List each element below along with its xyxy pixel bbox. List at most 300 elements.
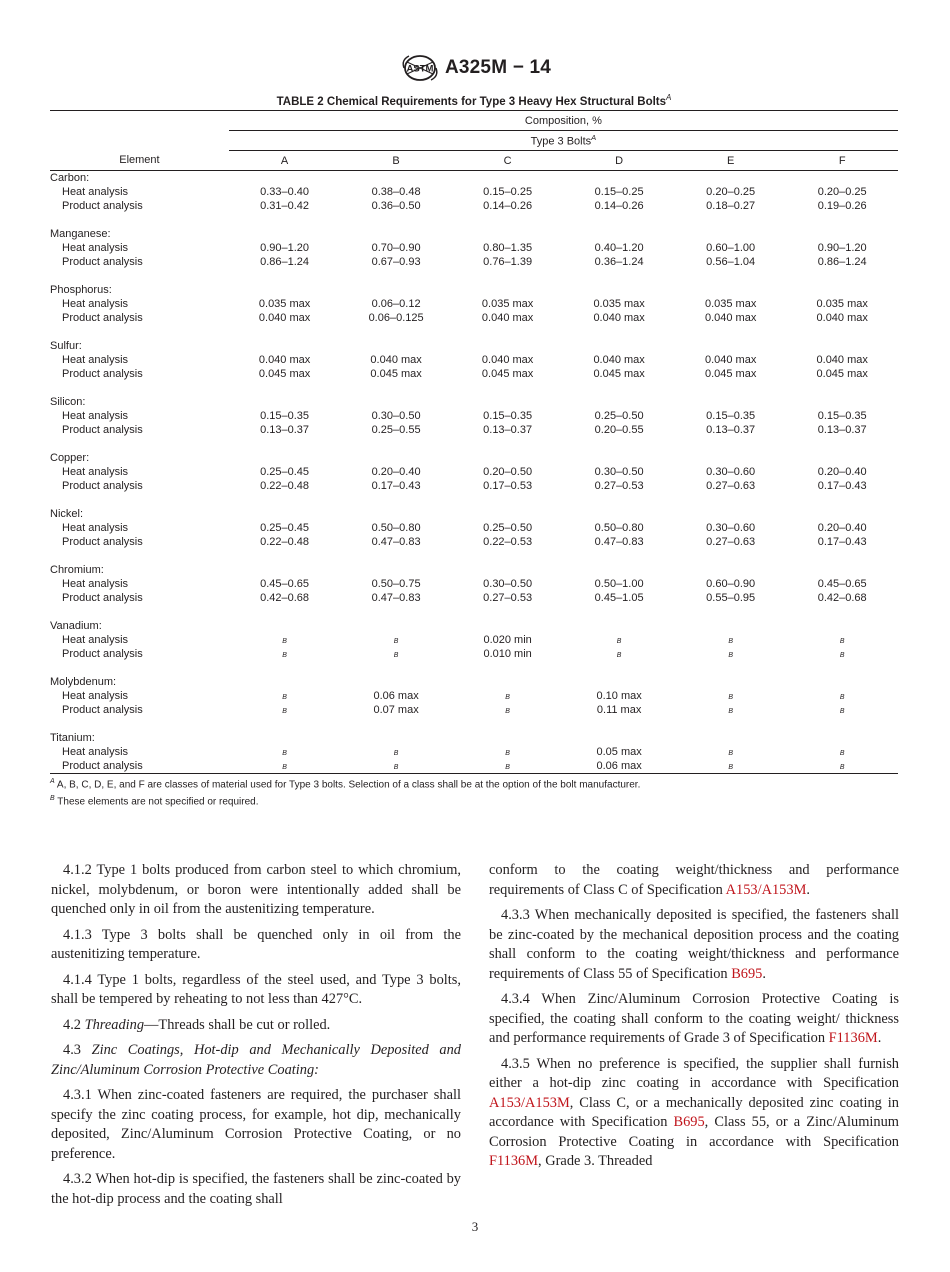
empty-cell xyxy=(675,731,787,745)
product-analysis-label: Product analysis xyxy=(62,256,143,268)
table-cell-not-specified xyxy=(786,647,898,661)
heat-analysis-label: Heat analysis xyxy=(62,186,129,198)
table-cell-not-specified xyxy=(563,633,675,647)
heat-analysis-label: Heat analysis xyxy=(62,690,129,702)
empty-cell xyxy=(452,283,564,297)
empty-cell xyxy=(675,171,787,186)
element-name: Carbon: xyxy=(50,172,90,184)
header-blank xyxy=(50,111,229,131)
reference-link-f1136m-2[interactable]: F1136M xyxy=(489,1153,539,1169)
table-cell: 0.27–0.63 xyxy=(706,480,756,492)
table-cell: 0.14–0.26 xyxy=(594,200,644,212)
empty-cell xyxy=(786,395,898,409)
table-cell: 0.035 max xyxy=(258,298,311,310)
spacer-cell xyxy=(50,381,898,395)
spacer-row xyxy=(50,325,898,339)
class-header-row xyxy=(50,151,898,171)
table-cell: 0.50–0.80 xyxy=(371,522,421,534)
table-cell: 0.60–1.00 xyxy=(706,242,756,254)
empty-cell xyxy=(786,339,898,353)
element-row xyxy=(50,171,898,186)
spacer-row xyxy=(50,605,898,619)
section-4-2-number: 4.2 xyxy=(63,1016,85,1033)
empty-cell xyxy=(340,283,452,297)
table-cell: 0.045 max xyxy=(258,368,311,380)
table-cell-not-specified xyxy=(675,633,787,647)
table-cell: 0.25–0.50 xyxy=(594,410,644,422)
section-4-1-3: 4.1.3 Type 3 bolts shall be quenched only in oil from the austenitizing temperature. xyxy=(51,926,461,962)
empty-cell xyxy=(563,619,675,633)
table-cell: 0.50–0.80 xyxy=(594,522,644,534)
table-cell: 0.05 max xyxy=(596,746,642,758)
product-analysis-label: Product analysis xyxy=(62,312,143,324)
spacer-cell xyxy=(50,213,898,227)
table-cell-not-specified xyxy=(452,759,564,774)
element-row xyxy=(50,619,898,633)
empty-cell xyxy=(452,731,564,745)
table-cell: 0.045 max xyxy=(816,368,868,380)
empty-cell xyxy=(675,227,787,241)
table-cell: 0.035 max xyxy=(593,298,645,310)
table-cell: 0.040 max xyxy=(593,312,645,324)
spacer-cell xyxy=(50,269,898,283)
empty-cell xyxy=(229,563,341,577)
empty-cell xyxy=(452,619,564,633)
table-cell: 0.13–0.37 xyxy=(817,424,867,436)
table-cell: 0.60–0.90 xyxy=(706,578,756,590)
element-name: Titanium: xyxy=(50,732,95,744)
table-cell: 0.040 max xyxy=(481,354,534,366)
table-cell: 0.20–0.50 xyxy=(483,466,533,478)
class-column-header: A xyxy=(229,151,341,171)
heat-analysis-row xyxy=(50,241,898,255)
section-4-3-2-cont-text: conform to the coating weight/thickness and performance requirements of Class C of Specification xyxy=(489,862,899,898)
type-3-bolts-footnote-mark: A xyxy=(591,133,597,143)
class-column-header: B xyxy=(340,151,452,171)
spacer-row xyxy=(50,493,898,507)
section-4-2 xyxy=(51,1016,461,1036)
heat-analysis-label: Heat analysis xyxy=(62,634,129,646)
product-analysis-label: Product analysis xyxy=(62,480,143,492)
product-analysis-label: Product analysis xyxy=(62,536,143,548)
product-analysis-row xyxy=(50,367,898,381)
table-cell-not-specified xyxy=(675,647,787,661)
heat-analysis-label: Heat analysis xyxy=(62,410,129,422)
empty-cell xyxy=(563,675,675,689)
empty-cell xyxy=(786,227,898,241)
table-title-text: TABLE 2 Chemical Requirements for Type 3 Heavy Hex Structural Bolts xyxy=(276,95,667,108)
footnote-reference-mark: B xyxy=(728,652,733,659)
table-cell: 0.040 max xyxy=(816,312,868,324)
footnote-reference-mark: B xyxy=(728,764,733,771)
empty-cell xyxy=(563,451,675,465)
table-cell: 0.90–1.20 xyxy=(817,242,867,254)
empty-cell xyxy=(675,563,787,577)
empty-cell xyxy=(229,675,341,689)
table-cell: 0.45–0.65 xyxy=(260,578,310,590)
section-4-2-heading: Threading xyxy=(84,1016,145,1033)
section-4-3-2-cont-end: . xyxy=(806,881,810,898)
table-cell: 0.42–0.68 xyxy=(817,592,867,604)
table-cell: 0.30–0.50 xyxy=(371,410,421,422)
table-cell: 0.80–1.35 xyxy=(483,242,533,254)
table-cell-not-specified xyxy=(786,745,898,759)
footnote-b xyxy=(50,792,898,809)
table-cell: 0.50–1.00 xyxy=(594,578,644,590)
empty-cell xyxy=(340,171,452,186)
page-number: 3 xyxy=(471,1219,479,1234)
empty-cell xyxy=(452,563,564,577)
element-name: Chromium: xyxy=(50,564,104,576)
heat-analysis-row xyxy=(50,745,898,759)
reference-link-b695-2[interactable]: B695 xyxy=(673,1114,705,1130)
table-cell: 0.15–0.35 xyxy=(260,410,310,422)
table-cell: 0.20–0.40 xyxy=(371,466,421,478)
heat-analysis-label: Heat analysis xyxy=(62,298,129,310)
empty-cell xyxy=(786,507,898,521)
spacer-row xyxy=(50,269,898,283)
table-cell-not-specified xyxy=(786,633,898,647)
section-4-3-5-part-c: , Class 55, or a Zinc/Aluminum Corrosion Protective Coating in accordance with Specification xyxy=(489,1114,899,1150)
document-designation: A325M − 14 xyxy=(444,57,552,78)
table-cell: 0.22–0.48 xyxy=(260,480,310,492)
table-cell: 0.06 max xyxy=(373,690,419,702)
heat-analysis-row xyxy=(50,633,898,647)
footnote-reference-mark: B xyxy=(282,638,287,645)
heat-analysis-row xyxy=(50,353,898,367)
empty-cell xyxy=(563,563,675,577)
class-column-header: D xyxy=(563,151,675,171)
empty-cell xyxy=(675,283,787,297)
heat-analysis-row xyxy=(50,465,898,479)
product-analysis-label: Product analysis xyxy=(62,704,143,716)
spacer-cell xyxy=(50,717,898,731)
table-cell: 0.50–0.75 xyxy=(371,578,421,590)
heat-analysis-row xyxy=(50,689,898,703)
product-analysis-row xyxy=(50,647,898,661)
table-cell-not-specified xyxy=(229,647,341,661)
table-cell-not-specified xyxy=(675,703,787,717)
table-cell: 0.010 min xyxy=(483,648,532,660)
table-cell: 0.47–0.83 xyxy=(371,592,421,604)
spacer-row xyxy=(50,213,898,227)
table-cell: 0.27–0.63 xyxy=(706,536,756,548)
reference-link-b695[interactable]: B695 xyxy=(731,965,763,982)
table-cell-not-specified xyxy=(786,759,898,774)
element-name: Manganese: xyxy=(50,228,111,240)
table-cell: 0.30–0.60 xyxy=(706,522,756,534)
spacer-row xyxy=(50,437,898,451)
product-analysis-label: Product analysis xyxy=(50,759,229,774)
table-cell-not-specified xyxy=(229,745,341,759)
footnote-reference-mark: B xyxy=(616,652,622,659)
table-cell: 0.045 max xyxy=(370,368,422,380)
section-4-3-3-end: . xyxy=(762,965,766,982)
section-4-3-2: 4.3.2 When hot-dip is specified, the fasteners shall be zinc-coated by the hot-dip process and the coating shall xyxy=(51,1171,461,1207)
table-cell-not-specified xyxy=(229,759,341,774)
spacer-cell xyxy=(50,605,898,619)
table-cell-not-specified xyxy=(452,745,564,759)
table-cell: 0.90–1.20 xyxy=(260,242,310,254)
composition-header: Composition, % xyxy=(229,111,898,131)
product-analysis-row xyxy=(50,311,898,325)
page-header xyxy=(0,52,950,84)
table-cell: 0.045 max xyxy=(481,368,534,380)
product-analysis-row xyxy=(50,591,898,605)
table-cell-not-specified xyxy=(229,689,341,703)
table-cell: 0.17–0.53 xyxy=(483,480,533,492)
footnote-reference-mark: B xyxy=(282,652,287,659)
table-cell-not-specified xyxy=(340,647,452,661)
heat-analysis-label: Heat analysis xyxy=(62,522,129,534)
empty-cell xyxy=(675,395,787,409)
class-column-header: C xyxy=(452,151,564,171)
empty-cell xyxy=(340,675,452,689)
astm-logo-icon xyxy=(399,52,441,84)
element-name: Copper: xyxy=(50,452,90,464)
table-cell: 0.67–0.93 xyxy=(371,256,421,268)
table-cell: 0.25–0.50 xyxy=(483,522,533,534)
empty-cell xyxy=(786,283,898,297)
table-cell: 0.17–0.43 xyxy=(817,480,867,492)
footnote-reference-mark: B xyxy=(505,750,510,757)
empty-cell xyxy=(229,507,341,521)
empty-cell xyxy=(786,675,898,689)
table-title-footnote-mark: A xyxy=(666,93,672,102)
product-analysis-label: Product analysis xyxy=(62,592,143,604)
section-4-3-heading: Zinc Coatings, Hot-dip and Mechanically Deposited and Zinc/Aluminum Corrosion Protective Coating: xyxy=(51,1042,461,1078)
table-cell: 0.30–0.50 xyxy=(594,466,644,478)
table-cell: 0.06–0.125 xyxy=(368,312,424,324)
footnote-reference-mark: B xyxy=(839,694,845,701)
table-cell-not-specified xyxy=(340,759,452,774)
table-cell: 0.045 max xyxy=(704,368,757,380)
empty-cell xyxy=(786,563,898,577)
header-blank-2 xyxy=(50,131,229,151)
element-row xyxy=(50,339,898,353)
table-cell: 0.31–0.42 xyxy=(260,200,310,212)
empty-cell xyxy=(229,619,341,633)
table-cell: 0.56–1.04 xyxy=(706,256,756,268)
table-cell-not-specified xyxy=(675,745,787,759)
empty-cell xyxy=(452,395,564,409)
spacer-cell xyxy=(50,437,898,451)
table-cell: 0.45–0.65 xyxy=(817,578,867,590)
element-row xyxy=(50,563,898,577)
table-cell: 0.13–0.37 xyxy=(260,424,310,436)
product-analysis-label: Product analysis xyxy=(62,648,143,660)
class-column-header: E xyxy=(675,151,787,171)
table-cell-not-specified xyxy=(675,689,787,703)
footnote-reference-mark: B xyxy=(839,708,845,715)
empty-cell xyxy=(229,227,341,241)
table-cell: 0.20–0.40 xyxy=(817,466,867,478)
table-cell: 0.040 max xyxy=(370,354,422,366)
table-cell: 0.47–0.83 xyxy=(371,536,421,548)
product-analysis-row xyxy=(50,759,898,774)
heat-analysis-row xyxy=(50,521,898,535)
heat-analysis-row xyxy=(50,297,898,311)
table-cell: 0.19–0.26 xyxy=(817,200,867,212)
empty-cell xyxy=(452,339,564,353)
table-cell: 0.20–0.40 xyxy=(817,522,867,534)
product-analysis-row xyxy=(50,423,898,437)
table-cell: 0.20–0.25 xyxy=(706,186,756,198)
footnote-reference-mark: B xyxy=(282,764,287,771)
empty-cell xyxy=(786,731,898,745)
table-cell: 0.17–0.43 xyxy=(371,480,421,492)
heat-analysis-label: Heat analysis xyxy=(62,354,129,366)
empty-cell xyxy=(675,339,787,353)
element-name: Nickel: xyxy=(50,508,84,520)
footnote-reference-mark: B xyxy=(393,638,399,645)
footnote-reference-mark: B xyxy=(728,708,733,715)
table-cell: 0.040 max xyxy=(704,354,757,366)
empty-cell xyxy=(563,731,675,745)
footnote-reference-mark: B xyxy=(839,638,845,645)
table-cell: 0.76–1.39 xyxy=(483,256,533,268)
empty-cell xyxy=(229,731,341,745)
heat-analysis-row xyxy=(50,577,898,591)
table-cell: 0.15–0.25 xyxy=(594,186,644,198)
table-cell: 0.06–0.12 xyxy=(371,298,421,310)
section-4-3-3-text: 4.3.3 When mechanically deposited is specified, the fasteners shall be zinc-coated by the mechanical deposition process and the coating shall conform to the coating weight/thickness and performance requirements of Class 55 of Specification xyxy=(489,907,899,982)
reference-link-a153-2[interactable]: A153/A153M xyxy=(489,1094,570,1111)
product-analysis-row xyxy=(50,703,898,717)
section-4-3-5-part-b: , Class C, or a mechanically deposited zinc coating in accordance with Specification xyxy=(489,1094,899,1130)
footnote-b-text: These elements are not specified or required. xyxy=(54,796,259,808)
section-4-2-text: —Threads shall be cut or rolled. xyxy=(144,1016,331,1033)
section-4-3-5-part-d: , Grade 3. Threaded xyxy=(538,1153,653,1169)
footnote-reference-mark: B xyxy=(616,638,622,645)
table-cell: 0.035 max xyxy=(481,298,534,310)
element-name: Sulfur: xyxy=(50,340,82,352)
empty-cell xyxy=(675,451,787,465)
footnote-reference-mark: B xyxy=(505,764,510,771)
table-cell: 0.07 max xyxy=(373,704,419,716)
empty-cell xyxy=(675,619,787,633)
table-cell: 0.27–0.53 xyxy=(483,592,533,604)
table-cell-not-specified xyxy=(229,633,341,647)
spacer-row xyxy=(50,717,898,731)
svg-text:ASTM: ASTM xyxy=(406,63,434,75)
footnote-reference-mark: B xyxy=(282,750,287,757)
footnote-reference-mark: B xyxy=(505,708,510,715)
table-cell: 0.040 max xyxy=(481,312,534,324)
table-cell-not-specified xyxy=(786,689,898,703)
table-cell: 0.20–0.55 xyxy=(594,424,644,436)
table-cell: 0.30–0.60 xyxy=(706,466,756,478)
empty-cell xyxy=(340,619,452,633)
empty-cell xyxy=(452,675,564,689)
table-footnotes xyxy=(50,775,898,810)
empty-cell xyxy=(229,171,341,186)
element-name: Vanadium: xyxy=(50,620,102,632)
empty-cell xyxy=(786,451,898,465)
heat-analysis-row xyxy=(50,409,898,423)
section-4-1-4: 4.1.4 Type 1 bolts, regardless of the steel used, and Type 3 bolts, shall be tempered by reheating to not less than 427°C. xyxy=(51,971,461,1007)
element-row xyxy=(50,731,898,745)
element-name: Molybdenum: xyxy=(50,676,117,688)
product-analysis-row xyxy=(50,199,898,213)
table-cell: 0.035 max xyxy=(704,298,757,310)
element-row xyxy=(50,395,898,409)
reference-link-f1136m[interactable]: F1136M xyxy=(828,1030,878,1046)
empty-cell xyxy=(452,227,564,241)
table-cell: 0.25–0.45 xyxy=(260,466,310,478)
empty-cell xyxy=(340,395,452,409)
footnote-reference-mark: B xyxy=(393,652,399,659)
heat-analysis-label: Heat analysis xyxy=(62,746,129,758)
table-cell: 0.040 max xyxy=(704,312,757,324)
reference-link-a153[interactable]: A153/A153M xyxy=(725,881,807,898)
type-3-bolts-label: Type 3 Bolts xyxy=(530,135,592,148)
empty-cell xyxy=(563,339,675,353)
table-cell-not-specified xyxy=(675,759,787,774)
empty-cell xyxy=(340,451,452,465)
table-cell: 0.70–0.90 xyxy=(371,242,421,254)
table-cell: 0.17–0.43 xyxy=(817,536,867,548)
element-name: Silicon: xyxy=(50,396,86,408)
element-row xyxy=(50,451,898,465)
table-cell: 0.36–1.24 xyxy=(594,256,644,268)
product-analysis-row xyxy=(50,255,898,269)
footnote-reference-mark: B xyxy=(728,750,733,757)
heat-analysis-label: Heat analysis xyxy=(62,578,129,590)
table-cell: 0.040 max xyxy=(816,354,868,366)
table-cell-not-specified xyxy=(340,633,452,647)
section-4-3-1: 4.3.1 When zinc-coated fasteners are required, the purchaser shall specify the zinc coating process, for example, hot dip, mechanically deposited, Zinc/Aluminum Corrosion Protective Coating, or no preference. xyxy=(51,1087,461,1162)
spacer-cell xyxy=(50,325,898,339)
table-cell: 0.15–0.35 xyxy=(706,410,756,422)
spacer-row xyxy=(50,661,898,675)
table-cell: 0.38–0.48 xyxy=(371,186,421,198)
table-cell-not-specified xyxy=(452,703,564,717)
heat-analysis-label: Heat analysis xyxy=(62,242,129,254)
table-cell: 0.42–0.68 xyxy=(260,592,310,604)
empty-cell xyxy=(786,171,898,186)
product-analysis-label: Product analysis xyxy=(62,368,143,380)
spacer-row xyxy=(50,381,898,395)
section-4-1-2: 4.1.2 Type 1 bolts produced from carbon steel to which chromium, nickel, molybdenum, or boron were intentionally added shall be quenched only in oil from the austenitizing temperature. xyxy=(51,862,461,917)
footnote-a-mark: A xyxy=(50,778,55,785)
heat-analysis-row xyxy=(50,185,898,199)
table-cell-not-specified xyxy=(786,703,898,717)
table-cell: 0.47–0.83 xyxy=(594,536,644,548)
spacer-row xyxy=(50,549,898,563)
type-3-bolts-header xyxy=(229,131,898,151)
table-cell: 0.15–0.35 xyxy=(817,410,867,422)
chemical-table-body xyxy=(50,171,898,774)
table-cell: 0.045 max xyxy=(593,368,645,380)
heat-analysis-label: Heat analysis xyxy=(62,466,129,478)
table-cell: 0.55–0.95 xyxy=(706,592,756,604)
table-title xyxy=(50,93,898,108)
table-cell: 0.040 max xyxy=(258,354,311,366)
empty-cell xyxy=(563,283,675,297)
empty-cell xyxy=(675,675,787,689)
footnote-reference-mark: B xyxy=(839,750,845,757)
footnote-reference-mark: B xyxy=(393,764,399,771)
spacer-cell xyxy=(50,549,898,563)
table-cell: 0.45–1.05 xyxy=(594,592,644,604)
table-cell: 0.86–1.24 xyxy=(817,256,867,268)
footnote-a xyxy=(50,775,898,792)
table-cell: 0.25–0.45 xyxy=(260,522,310,534)
footnote-a-text: A, B, C, D, E, and F are classes of material used for Type 3 bolts. Selection of a class shall be at the option of the bolt manufacturer. xyxy=(54,779,641,791)
empty-cell xyxy=(229,283,341,297)
table-cell: 0.14–0.26 xyxy=(483,200,533,212)
